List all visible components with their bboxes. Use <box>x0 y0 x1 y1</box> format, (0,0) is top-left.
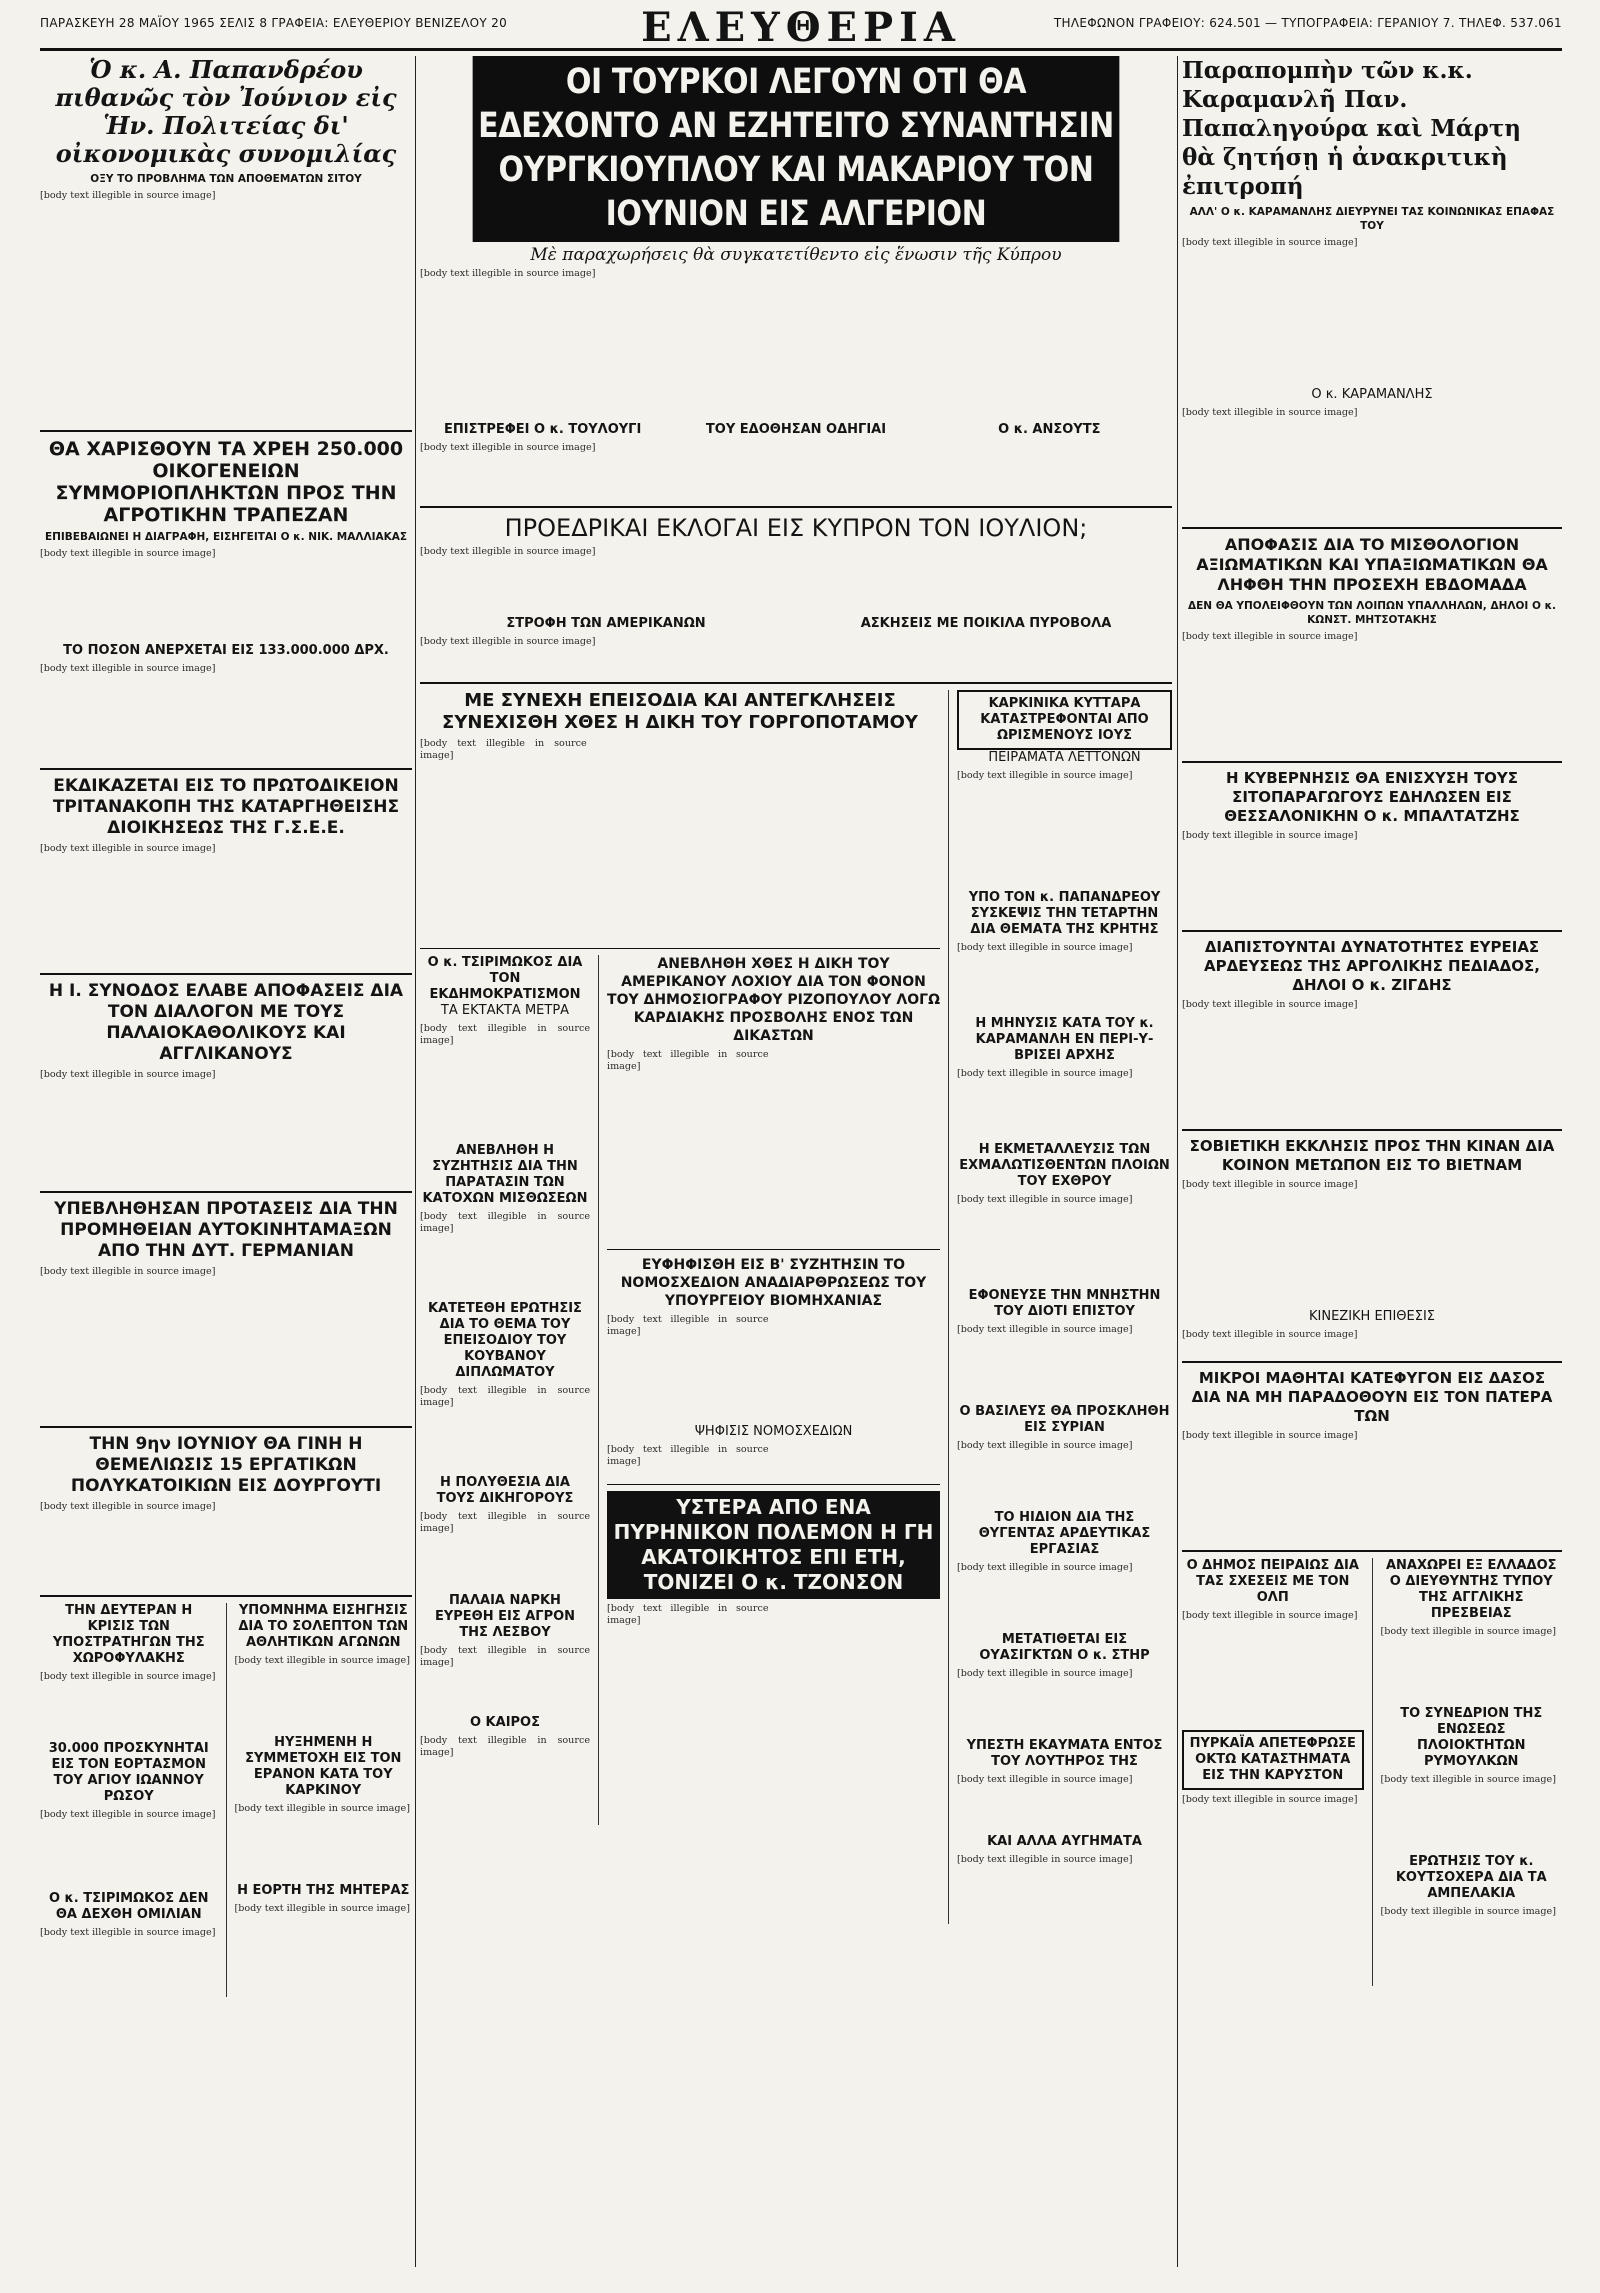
article-crete-meeting <box>957 890 1172 1006</box>
article-subhead: ΠΕΙΡΑΜΑΤΑ ΛΕΤΤΟΝΩΝ <box>988 750 1141 765</box>
masthead <box>40 6 1562 51</box>
article-body: [body text illegible in source image] <box>1182 1430 1358 1441</box>
article-body: [body text illegible in source image] <box>420 1511 590 1535</box>
article-headline: ΣΟΒΙΕΤΙΚΗ ΕΚΚΛΗΣΙΣ ΠΡΟΣ ΤΗΝ ΚΙΝΑΝ ΔΙΑ ΚΟΙΝΟΝ ΜΕΤΩΠΟΝ ΕΙΣ ΤΟ ΒΙΕΤΝΑΜ <box>1189 1137 1555 1174</box>
column-rule <box>1177 56 1178 2267</box>
article-tug-owners <box>1381 1706 1563 1844</box>
article-murder-fiancee <box>957 1288 1172 1394</box>
article-industry-ministry <box>607 1256 940 1474</box>
lead-deck: Μὲ παραχωρήσεις θὰ συγκατετίθεντο εἰς ἕνωσιν τῆς Κύπρου <box>530 245 1062 265</box>
column-right <box>1182 56 1562 2267</box>
article-officers-salaries <box>1182 535 1562 751</box>
article-headline: ΠΥΡΚΑΪΑ ΑΠΕΤΕΦΡΩΣΕ ΟΚΤΩ ΚΑΤΑΣΤΗΜΑΤΑ ΕΙΣ ΤΗΝ ΚΑΡΥΣΤΟΝ <box>1182 1730 1364 1790</box>
article-body: [body text illegible in source image] <box>234 1903 410 1914</box>
article-body: [body text illegible in source image] <box>40 1927 216 1938</box>
article-tsirimokos-democratization <box>420 955 590 1133</box>
article-deck: ΔΕΝ ΘΑ ΥΠΟΛΕΙΦΘΟΥΝ ΤΩΝ ΛΟΙΠΩΝ ΥΠΑΛΛΗΛΩΝ, ΔΗΛΟΙ Ο κ. ΚΩΝΣΤ. ΜΗΤΣΟΤΑΚΗΣ <box>1187 600 1557 626</box>
article-body: [body text illegible in source image] <box>607 1603 769 1627</box>
column-center <box>420 56 1172 2267</box>
article-body: [body text illegible in source image] <box>957 1562 1133 1573</box>
article-body: [body text illegible in source image] <box>1182 1794 1358 1805</box>
article-headline: Η ΕΚΜΕΤΑΛΛΕΥΣΙΣ ΤΩΝ ΕΧΜΑΛΩΤΙΣΘΕΝΤΩΝ ΠΛΟΙΩΝ ΤΟΥ ΕΧΘΡΟΥ <box>959 1142 1170 1189</box>
article-headline: ΘΑ ΧΑΡΙΣΘΟΥΝ ΤΑ ΧΡΕΗ 250.000 ΟΙΚΟΓΕΝΕΙΩΝ ΣΥΜΜΟΡΙΟΠΛΗΚΤΩΝ ΠΡΟΣ ΤΗΝ ΑΓΡΟΤΙΚΗΝ ΤΡΑΠΕΖΑΝ <box>48 438 404 526</box>
article-headline: Ο ΔΗΜΟΣ ΠΕΙΡΑΙΩΣ ΔΙΑ ΤΑΣ ΣΧΕΣΕΙΣ ΜΕ ΤΟΝ ΟΛΠ <box>1186 1558 1359 1605</box>
article-argolida-irrigation <box>1182 938 1562 1119</box>
article-body: [body text illegible in source image] <box>957 1324 1133 1335</box>
article-piraeus-olp <box>1182 1558 1364 1720</box>
article-headline: ΤΟ ΗΙΔΙΟΝ ΔΙΑ ΤΗΣ ΘΥΓΕΝΤΑΣ ΑΡΔΕΥΤΙΚΑΣ ΕΡΓΑΣΙΑΣ <box>978 1510 1151 1557</box>
article-headline: ΚΑΤΕΤΕΘΗ ΕΡΩΤΗΣΙΣ ΔΙΑ ΤΟ ΘΕΜΑ ΤΟΥ ΕΠΕΙΣΟΔΙΟΥ ΤΟΥ ΚΟΥΒΑΝΟΥ ΔΙΠΛΩΜΑΤΟΥ <box>428 1301 582 1380</box>
article-body: [body text illegible in source image] <box>420 442 596 453</box>
article-headline: 30.000 ΠΡΟΣΚΥΝΗΤΑΙ ΕΙΣ ΤΟΝ ΕΟΡΤΑΣΜΟΝ ΤΟΥ ΑΓΙΟΥ ΙΩΑΝΝΟΥ ΡΩΣΟΥ <box>48 1741 209 1804</box>
article-headline: Παραπομπὴν τῶν κ.κ. Καραμανλῆ Παν. Παπαληγούρα καὶ Μάρτη θὰ ζητήσῃ ἡ ἀνακριτικὴ ἐπιτροπή <box>1182 57 1522 200</box>
center-lower-main <box>420 690 940 1924</box>
article-headline: Η ΜΗΝΥΣΙΣ ΚΑΤΑ ΤΟΥ κ. ΚΑΡΑΜΑΝΛΗ ΕΝ ΠΕΡΙ-Υ-ΒΡΙΣΕΙ ΑΡΧΗΣ <box>975 1016 1154 1063</box>
article-headline: Ο ΚΑΙΡΟΣ <box>469 1715 540 1730</box>
article-cancer-fund <box>235 1735 413 1873</box>
article-headline: ΜΕ ΣΥΝΕΧΗ ΕΠΕΙΣΟΔΙΑ ΚΑΙ ΑΝΤΕΓΚΛΗΣΕΙΣ ΣΥΝΕΧΙΣΘΗ ΧΘΕΣ Η ΔΙΚΗ ΤΟΥ ΓΟΡΓΟΠΟΤΑΜΟΥ <box>442 690 918 733</box>
article-subhead: ΤΑ ΕΚΤΑΚΤΑ ΜΕΤΡΑ <box>440 1003 570 1018</box>
article-athletic-games <box>235 1603 413 1725</box>
newspaper-title: ΕΛΕΥΘΕΡΙΑ <box>641 4 961 51</box>
article-body: [body text illegible in source image] <box>1182 1610 1358 1621</box>
article-body: [body text illegible in source image] <box>420 738 587 762</box>
article-body: [body text illegible in source image] <box>1182 407 1358 418</box>
article-headline: Η ΕΟΡΤΗ ΤΗΣ ΜΗΤΕΡΑΣ <box>237 1883 410 1898</box>
article-headline: ΥΠΕΣΤΗ ΕΚΑΥΜΑΤΑ ΕΝΤΟΣ ΤΟΥ ΛΟΥΤΗΡΟΣ ΤΗΣ <box>966 1738 1163 1769</box>
article-body: [body text illegible in source image] <box>1182 631 1358 642</box>
article-ampelakia-question <box>1381 1854 1563 1976</box>
article-body: [body text illegible in source image] <box>1182 237 1358 248</box>
article-body: [body text illegible in source image] <box>957 942 1133 953</box>
column-right-bottom-a <box>1182 1558 1364 1986</box>
article-leases <box>420 1143 590 1291</box>
article-subhead: ΣΤΡΟΦΗ ΤΩΝ ΑΜΕΡΙΚΑΝΩΝ <box>506 616 706 631</box>
article-other-accidents <box>957 1834 1172 1914</box>
article-nuclear-war <box>607 1491 940 1753</box>
article-body: [body text illegible in source image] <box>957 1440 1133 1451</box>
article-weather <box>420 1715 590 1815</box>
article-headline: ΕΚΔΙΚΑΖΕΤΑΙ ΕΙΣ ΤΟ ΠΡΩΤΟΔΙΚΕΙΟΝ ΤΡΙΤΑΝΑΚΟΠΗ ΤΗΣ ΚΑΤΑΡΓΗΘΕΙΣΗΣ ΔΙΟΙΚΗΣΕΩΣ ΤΗΣ Γ.Σ.Ε.Ε. <box>52 776 400 838</box>
article-body: [body text illegible in source image] <box>1182 1329 1358 1340</box>
article-subhead: Ο κ. ΑΝΣΟΥΤΣ <box>998 422 1101 437</box>
article-british-press-director <box>1381 1558 1563 1696</box>
article-headline: ΕΦΟΝΕΥΣΕ ΤΗΝ ΜΝΗΣΤΗΝ ΤΟΥ ΔΙΟΤΙ ΕΠΙΣΤΟΥ <box>968 1288 1161 1319</box>
article-holy-synod <box>40 981 412 1181</box>
article-gorgopotamos-trial <box>420 690 940 938</box>
article-body: [body text illegible in source image] <box>607 1049 769 1073</box>
article-headline: Ο κ. ΤΣΙΡΙΜΩΚΟΣ ΔΙΑ ΤΟΝ ΕΚΔΗΜΟΚΡΑΤΙΣΜΟΝ <box>427 955 583 1002</box>
article-gsee-court <box>40 776 412 963</box>
article-headline: Ο κ. ΤΣΙΡΙΜΩΚΟΣ ΔΕΝ ΘΑ ΔΕΧΘΗ ΟΜΙΛΙΑΝ <box>48 1891 209 1922</box>
article-headline: ΔΙΑΠΙΣΤΟΥΝΤΑΙ ΔΥΝΑΤΟΤΗΤΕΣ ΕΥΡΕΙΑΣ ΑΡΔΕΥΣΕΩΣ ΤΗΣ ΑΡΓΟΛΙΚΗΣ ΠΕΔΙΑΔΟΣ, ΔΗΛΟΙ Ο κ. ΖΙΓΔΗΣ <box>1204 938 1540 994</box>
article-headline: Ὁ κ. Α. Παπανδρέου πιθανῶς τὸν Ἰούνιον εἰς Ἡν. Πολιτείας δι' οἰκονομικὰς συνομιλίας <box>55 56 397 168</box>
article-body: [body text illegible in source image] <box>234 1655 410 1666</box>
article-mothers-day <box>235 1883 413 1963</box>
article-headline: ΤΟ ΣΥΝΕΔΡΙΟΝ ΤΗΣ ΕΝΩΣΕΩΣ ΠΛΟΙΟΚΤΗΤΩΝ ΡΥΜΟΥΛΚΩΝ <box>1400 1706 1543 1769</box>
article-body: [body text illegible in source image] <box>234 1803 410 1814</box>
article-body: [body text illegible in source image] <box>957 1774 1133 1785</box>
article-body: [body text illegible in source image] <box>957 1068 1133 1079</box>
lead-subheads <box>420 422 1172 438</box>
article-rizopoulos-trial <box>607 955 940 1239</box>
article-subheads <box>420 616 1172 632</box>
article-headline: ΤΗΝ 9ην ΙΟΥΝΙΟΥ ΘΑ ΓΙΝΗ Η ΘΕΜΕΛΙΩΣΙΣ 15 ΕΡΓΑΤΙΚΩΝ ΠΟΛΥΚΑΤΟΙΚΙΩΝ ΕΙΣ ΔΟΥΡΓΟΥΤΙ <box>70 1434 382 1496</box>
article-body: [body text illegible in source image] <box>1380 1626 1556 1637</box>
article-headline: ΑΝΕΒΛΗΘΗ ΧΘΕΣ Η ΔΙΚΗ ΤΟΥ ΑΜΕΡΙΚΑΝΟΥ ΛΟΧΙΟΥ ΔΙΑ ΤΟΝ ΦΟΝΟΝ ΤΟΥ ΔΗΜΟΣΙΟΓΡΑΦΟΥ ΡΙΖΟΠΟΥΛΟΥ ΛΟΓΩ ΚΑΡΔΙΑΚΗΣ ΠΡΟΣΒΟΛΗΣ ΕΝΟΣ ΤΩΝ ΔΙΚΑΣΤΩΝ <box>607 956 940 1044</box>
column-rule <box>415 56 416 2267</box>
article-body: [body text illegible in source image] <box>420 268 596 279</box>
article-headline: Η ΠΟΛΥΘΕΣΙΑ ΔΙΑ ΤΟΥΣ ΔΙΚΗΓΟΡΟΥΣ <box>436 1475 574 1506</box>
article-lead-cyprus <box>420 56 1172 496</box>
article-body: [body text illegible in source image] <box>1380 1774 1556 1785</box>
article-headline: ΜΕΤΑΤΙΘΕΤΑΙ ΕΙΣ ΟΥΑΣΙΓΚΤΩΝ Ο κ. ΣΤΗΡ <box>979 1632 1150 1663</box>
article-body: [body text illegible in source image] <box>420 636 596 647</box>
article-pilgrims <box>40 1741 218 1881</box>
article-body: [body text illegible in source image] <box>957 770 1133 781</box>
article-body: [body text illegible in source image] <box>40 1809 216 1820</box>
column-right-bottom <box>1182 1558 1562 1986</box>
article-headline: ΑΝΑΧΩΡΕΙ ΕΞ ΕΛΛΑΔΟΣ Ο ΔΙΕΥΘΥΝΤΗΣ ΤΥΠΟΥ ΤΗΣ ΑΓΓΛΙΚΗΣ ΠΡΕΣΒΕΙΑΣ <box>1385 1558 1557 1621</box>
article-body: [body text illegible in source image] <box>957 1668 1133 1679</box>
article-karamanlis-referral <box>1182 56 1562 517</box>
article-headline: ΗΥΞΗΜΕΝΗ Η ΣΥΜΜΕΤΟΧΗ ΕΙΣ ΤΟΝ ΕΡΑΝΟΝ ΚΑΤΑ ΤΟΥ ΚΑΡΚΙΝΟΥ <box>245 1735 402 1798</box>
article-body: [body text illegible in source image] <box>1182 1179 1358 1190</box>
column-left-bottom-a <box>40 1603 218 1997</box>
article-headline: ΥΠΟΜΝΗΜΑ ΕΙΣΗΓΗΣΙΣ ΔΙΑ ΤΟ ΣΟΛΕΠΤΟΝ ΤΩΝ ΑΘΛΗΤΙΚΩΝ ΑΓΩΝΩΝ <box>238 1603 409 1650</box>
article-subhead: ΑΣΚΗΣΕΙΣ ΜΕ ΠΟΙΚΙΛΑ ΠΥΡΟΒΟΛΑ <box>860 616 1112 631</box>
article-deck: ΕΠΙΒΕΒΑΙΩΝΕΙ Η ΔΙΑΓΡΑΦΗ, ΕΙΣΗΓΕΙΤΑΙ Ο κ. ΝΙΚ. ΜΑΛΛΙΑΚΑΣ <box>44 531 408 543</box>
article-body: [body text illegible in source image] <box>40 190 216 201</box>
article-body: [body text illegible in source image] <box>420 1645 590 1669</box>
article-wheat-producers <box>1182 769 1562 920</box>
article-papandreou-usa <box>40 56 412 420</box>
article-deck: ΟΞΥ ΤΟ ΠΡΟΒΛΗΜΑ ΤΩΝ ΑΠΟΘΕΜΑΤΩΝ ΣΙΤΟΥ <box>90 173 362 185</box>
article-headline: ΕΥΦΗΦΙΣΘΗ ΕΙΣ Β' ΣΥΖΗΤΗΣΙΝ ΤΟ ΝΟΜΟΣΧΕΔΙΟΝ ΑΝΑΔΙΑΡΘΡΩΣΕΩΣ ΤΟΥ ΥΠΟΥΡΓΕΙΟΥ ΒΙΟΜΗΧΑΝΙΑΣ <box>620 1257 927 1309</box>
article-body: [body text illegible in source image] <box>40 1671 216 1682</box>
article-karamanlis-complaint <box>957 1016 1172 1132</box>
article-tsirimokos-speech <box>40 1891 218 1987</box>
article-body: [body text illegible in source image] <box>607 1444 769 1468</box>
article-body: [body text illegible in source image] <box>1182 999 1358 1010</box>
article-cuban-diplomat <box>420 1301 590 1465</box>
article-body: [body text illegible in source image] <box>40 1069 216 1080</box>
article-body: [body text illegible in source image] <box>1182 830 1358 841</box>
article-body: [body text illegible in source image] <box>40 663 216 674</box>
article-body: [body text illegible in source image] <box>40 843 216 854</box>
article-headline: ΥΠΟ ΤΟΝ κ. ΠΑΠΑΝΔΡΕΟΥ ΣΥΣΚΕΨΙΣ ΤΗΝ ΤΕΤΑΡΤΗΝ ΔΙΑ ΘΕΜΑΤΑ ΤΗΣ ΚΡΗΤΗΣ <box>968 890 1161 937</box>
column-left <box>40 56 412 2267</box>
article-schoolchildren-forest <box>1182 1369 1562 1540</box>
article-headline: Ο ΒΑΣΙΛΕΥΣ ΘΑ ΠΡΟΣΚΛΗΘΗ ΕΙΣ ΣΥΡΙΑΝ <box>959 1404 1170 1435</box>
article-subhead: Ο κ. ΚΑΡΑΜΑΝΛΗΣ <box>1311 387 1433 402</box>
article-body: [body text illegible in source image] <box>607 1314 769 1338</box>
article-subhead: ΤΟ ΠΟΣΟΝ ΑΝΕΡΧΕΤΑΙ ΕΙΣ 133.000.000 ΔΡΧ. <box>63 643 389 658</box>
article-headline: ΚΑΡΚΙΝΙΚΑ ΚΥΤΤΑΡΑ ΚΑΤΑΣΤΡΕΦΟΝΤΑΙ ΑΠΟ ΩΡΙΣΜΕΝΟΥΣ ΙΟΥΣ <box>957 690 1172 750</box>
article-stir-washington <box>957 1632 1172 1728</box>
article-cyprus-elections <box>420 514 1172 672</box>
article-railcars-germany <box>40 1199 412 1416</box>
article-bathtub-burns <box>957 1738 1172 1824</box>
article-dourgouti-housing <box>40 1434 412 1585</box>
article-headline: Η ΚΥΒΕΡΝΗΣΙΣ ΘΑ ΕΝΙΣΧΥΣΗ ΤΟΥΣ ΣΙΤΟΠΑΡΑΓΩΓΟΥΣ ΕΔΗΛΩΣΕΝ ΕΙΣ ΘΕΣΣΑΛΟΝΙΚΗΝ Ο κ. ΜΠΑΛΤΑΤΖΗΣ <box>1224 769 1520 825</box>
center-lower-sidebar <box>948 690 1172 1924</box>
article-subhead: ΚΙΝΕΖΙΚΗ ΕΠΙΘΕΣΙΣ <box>1308 1309 1435 1324</box>
article-lawyers <box>420 1475 590 1583</box>
center-lower-split <box>420 955 940 1825</box>
article-body: [body text illegible in source image] <box>957 1194 1133 1205</box>
article-body: [body text illegible in source image] <box>40 1501 216 1512</box>
article-captured-ships <box>957 1142 1172 1278</box>
article-karystos-fire <box>1182 1730 1364 1904</box>
article-headline: ΑΝΕΒΛΗΘΗ Η ΣΥΖΗΤΗΣΙΣ ΔΙΑ ΤΗΝ ΠΑΡΑΤΑΣΙΝ ΤΩΝ ΚΑΤΟΧΩΝ ΜΙΣΘΩΣΕΩΝ <box>422 1143 588 1206</box>
article-headline: ΥΠΕΒΛΗΘΗΣΑΝ ΠΡΟΤΑΣΕΙΣ ΔΙΑ ΤΗΝ ΠΡΟΜΗΘΕΙΑΝ ΑΥΤΟΚΙΝΗΤΑΜΑΞΩΝ ΑΠΟ ΤΗΝ ΔΥΤ. ΓΕΡΜΑΝΙΑΝ <box>54 1199 398 1261</box>
article-headline: ΠΡΟΕΔΡΙΚΑΙ ΕΚΛΟΓΑΙ ΕΙΣ ΚΥΠΡΟΝ ΤΟΝ ΙΟΥΛΙΟΝ; <box>504 514 1088 542</box>
article-body: [body text illegible in source image] <box>957 1854 1133 1865</box>
article-headline: ΜΙΚΡΟΙ ΜΑΘΗΤΑΙ ΚΑΤΕΦΥΓΟΝ ΕΙΣ ΔΑΣΟΣ ΔΙΑ ΝΑ ΜΗ ΠΑΡΑΔΟΘΟΥΝ ΕΙΣ ΤΟΝ ΠΑΤΕΡΑ ΤΩΝ <box>1191 1369 1553 1425</box>
article-irrigation-work <box>957 1510 1172 1622</box>
center-lower-narrow <box>420 955 590 1825</box>
article-gendarmerie-crisis <box>40 1603 218 1731</box>
article-headline: ΑΠΟΦΑΣΙΣ ΔΙΑ ΤΟ ΜΙΣΘΟΛΟΓΙΟΝ ΑΞΙΩΜΑΤΙΚΩΝ ΚΑΙ ΥΠΑΞΙΩΜΑΤΙΚΩΝ ΘΑ ΛΗΦΘΗ ΤΗΝ ΠΡΟΣΕΧΗ ΕΒΔΟΜΑΔΑ <box>1196 535 1548 594</box>
center-lower <box>420 690 1172 1924</box>
article-headline: ΤΗΝ ΔΕΥΤΕΡΑΝ Η ΚΡΙΣΙΣ ΤΩΝ ΥΠΟΣΤΡΑΤΗΓΩΝ ΤΗΣ ΧΩΡΟΦΥΛΑΚΗΣ <box>52 1603 205 1666</box>
article-headline: ΠΑΛΑΙΑ ΝΑΡΚΗ ΕΥΡΕΘΗ ΕΙΣ ΑΓΡΟΝ ΤΗΣ ΛΕΣΒΟΥ <box>434 1593 576 1640</box>
article-subhead: ΕΠΙΣΤΡΕΦΕΙ Ο κ. ΤΟΥΛΟΥΓΙ <box>444 422 642 437</box>
center-lower-wide <box>598 955 940 1825</box>
article-debts-forgiven <box>40 438 412 758</box>
article-body: [body text illegible in source image] <box>420 1211 590 1235</box>
article-body: [body text illegible in source image] <box>40 548 216 559</box>
article-body: [body text illegible in source image] <box>40 1266 216 1277</box>
column-left-bottom-b <box>226 1603 413 1997</box>
article-deck: ΑΛΛ' Ο κ. ΚΑΡΑΜΑΝΛΗΣ ΔΙΕΥΡΥΝΕΙ ΤΑΣ ΚΟΙΝΩΝΙΚΑΣ ΕΠΑΦΑΣ ΤΟΥ <box>1189 206 1555 232</box>
masthead-date-info: ΠΑΡΑΣΚΕΥΗ 28 ΜΑΪΟΥ 1965 ΣΕΛΙΣ 8 ΓΡΑΦΕΙΑ: ΕΛΕΥΘΕΡΙΟΥ ΒΕΝΙΖΕΛΟΥ 20 <box>40 16 508 30</box>
column-right-bottom-b <box>1372 1558 1563 1986</box>
article-body: [body text illegible in source image] <box>420 546 596 557</box>
article-body: [body text illegible in source image] <box>420 1385 590 1409</box>
article-headline: ΚΑΙ ΑΛΛΑ ΑΥΓΗΜΑΤΑ <box>987 1834 1142 1849</box>
article-headline: Η Ι. ΣΥΝΟΔΟΣ ΕΛΑΒΕ ΑΠΟΦΑΣΕΙΣ ΔΙΑ ΤΟΝ ΔΙΑΛΟΓΟΝ ΜΕ ΤΟΥΣ ΠΑΛΑΙΟΚΑΘΟΛΙΚΟΥΣ ΚΑΙ ΑΓΓΛΙΚΑΝΟΥΣ <box>48 981 404 1064</box>
article-headline: ΥΣΤΕΡΑ ΑΠΟ ΕΝΑ ΠΥΡΗΝΙΚΟΝ ΠΟΛΕΜΟΝ Η ΓΗ ΑΚΑΤΟΙΚΗΤΟΣ ΕΠΙ ΕΤΗ, ΤΟΝΙΖΕΙ Ο κ. ΤΖΟΝΣΟΝ <box>607 1491 940 1599</box>
article-body: [body text illegible in source image] <box>1380 1906 1556 1917</box>
article-body: [body text illegible in source image] <box>420 1735 590 1759</box>
article-king-syria <box>957 1404 1172 1500</box>
article-subhead: ΤΟΥ ΕΔΟΘΗΣΑΝ ΟΔΗΓΙΑΙ <box>705 422 887 437</box>
masthead-contact-info: ΤΗΛΕΦΩΝΟΝ ΓΡΑΦΕΙΟΥ: 624.501 — ΤΥΠΟΓΡΑΦΕΙΑ: ΓΕΡΑΝΙΟΥ 7. ΤΗΛΕΦ. 537.061 <box>1053 16 1562 30</box>
column-left-bottom <box>40 1603 412 1997</box>
article-subhead: ΨΗΦΙΣΙΣ ΝΟΜΟΣΧΕΔΙΩΝ <box>694 1424 853 1439</box>
article-cancer-cells <box>957 690 1172 880</box>
article-body: [body text illegible in source image] <box>420 1023 590 1047</box>
lead-headline: ΟΙ ΤΟΥΡΚΟΙ ΛΕΓΟΥΝ ΟΤΙ ΘΑ ΕΔΕΧΟΝΤΟ ΑΝ ΕΖΗΤΕΙΤΟ ΣΥΝΑΝΤΗΣΙΝ ΟΥΡΓΚΙΟΥΠΛΟΥ ΚΑΙ ΜΑΚΑΡΙΟΥ ΤΟΝ ΙΟΥΝΙΟΝ ΕΙΣ ΑΛΓΕΡΙΟΝ <box>473 56 1120 242</box>
article-soviet-china-vietnam <box>1182 1137 1562 1351</box>
article-headline: ΕΡΩΤΗΣΙΣ ΤΟΥ κ. ΚΟΥΤΣΟΧΕΡΑ ΔΙΑ ΤΑ ΑΜΠΕΛΑΚΙΑ <box>1395 1854 1547 1901</box>
article-lesvos-mine <box>420 1593 590 1705</box>
